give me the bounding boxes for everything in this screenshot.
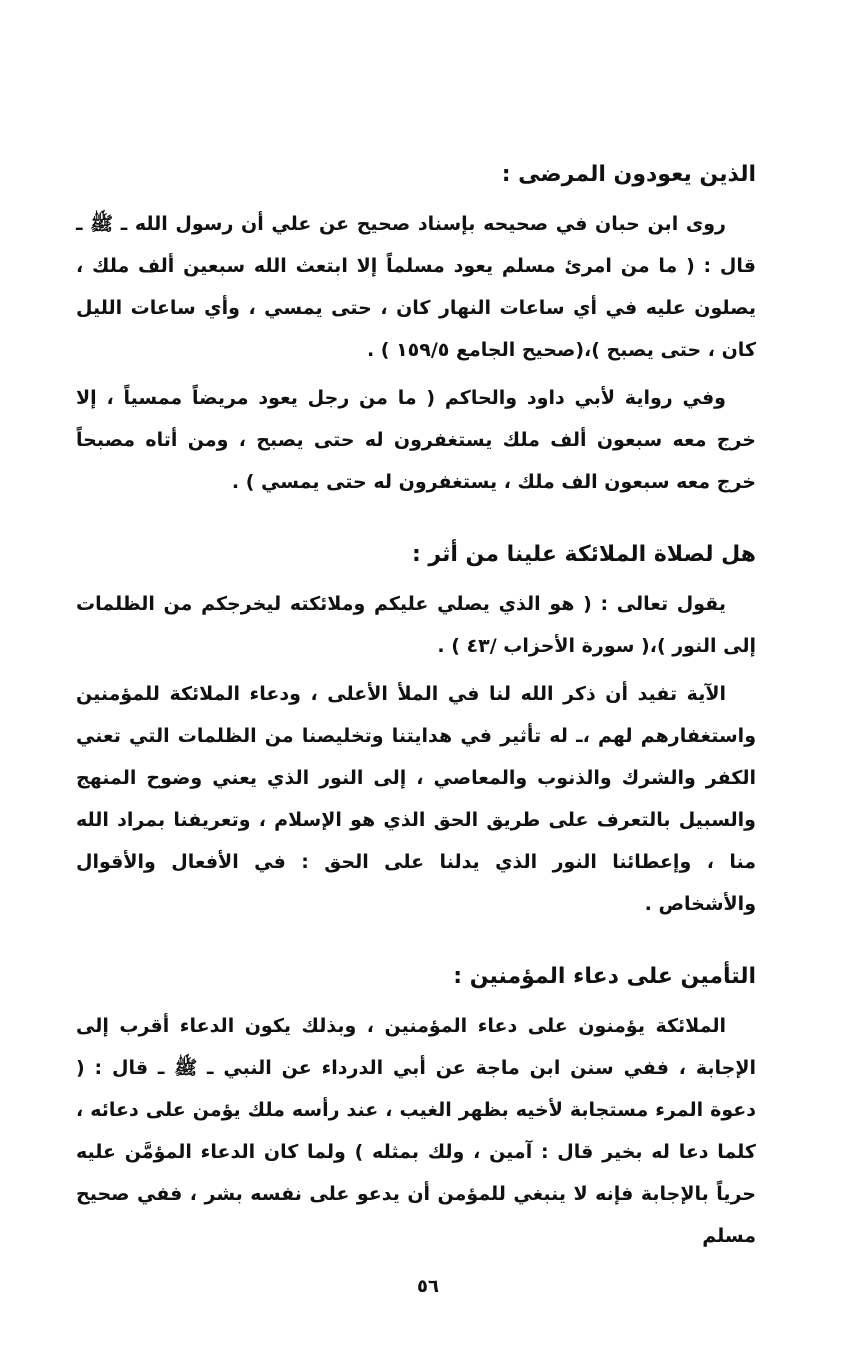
page-content: [76, 155, 756, 1263]
section-amen-on-supplication: [76, 957, 756, 1257]
paragraph: روى ابن حبان في صحيحه بإسناد صحيح عن علي أن رسول الله ـ ﷺ ـ قال : ( ما من امرئ مسلم يعود مسلماً إلا ابتعث الله سبعين ألف ملك ، يصلون عليه في أي ساعات النهار كان ، حتى يمسي ، وأي ساعات الليل كان ، حتى يصبح )،(صحيح الجامع ١٥٩/٥ ) .: [76, 213, 756, 361]
section-heading: الذين يعودون المرضى :: [501, 162, 756, 187]
section-heading: هل لصلاة الملائكة علينا من أثر :: [411, 542, 756, 567]
section-divider: [76, 931, 756, 957]
page-number: ٥٦: [417, 1276, 439, 1297]
section-divider: [76, 509, 756, 535]
paragraph: يقول تعالى : ( هو الذي يصلي عليكم وملائكته ليخرجكم من الظلمات إلى النور )،( سورة الأحزاب /٤٣ ) .: [76, 593, 756, 657]
section-angels-prayer: [76, 535, 756, 925]
section-heading: التأمين على دعاء المؤمنين :: [453, 964, 756, 989]
paragraph: الملائكة يؤمنون على دعاء المؤمنين ، وبذلك يكون الدعاء أقرب إلى الإجابة ، ففي سنن ابن ماجة عن أبي الدرداء عن النبي ـ ﷺ ـ قال : ( دعوة المرء مستجابة لأخيه بظهر الغيب ، عند رأسه ملك يؤمن على دعائه ، كلما دعا له بخير قال : آمين ، ولك بمثله ) ولما كان الدعاء المؤمَّن عليه حرياً بالإجابة فإنه لا ينبغي للمؤمن أن يدعو على نفسه بشر ، ففي صحيح مسلم: [76, 1015, 756, 1247]
paragraph: الآية تفيد أن ذكر الله لنا في الملأ الأعلى ، ودعاء الملائكة للمؤمنين واستغفارهم لهم ،ـ له تأثير في هدايتنا وتخليصنا من الظلمات التي تعني الكفر والشرك والذنوب والمعاصي ، إلى النور الذي يعني وضوح المنهج والسبيل بالتعرف على طريق الحق الذي هو الإسلام ، وتعريفنا بمراد الله منا ، وإعطائنا النور الذي يدلنا على الحق : في الأفعال والأقوال والأشخاص .: [76, 683, 756, 915]
paragraph: وفي رواية لأبي داود والحاكم ( ما من رجل يعود مريضاً ممسياً ، إلا خرج معه سبعون ألف ملك يستغفرون له حتى يصبح ، ومن أتاه مصبحاً خرج معه سبعون الف ملك ، يستغفرون له حتى يمسي ) .: [76, 387, 756, 493]
section-visiting-sick: [76, 155, 756, 503]
